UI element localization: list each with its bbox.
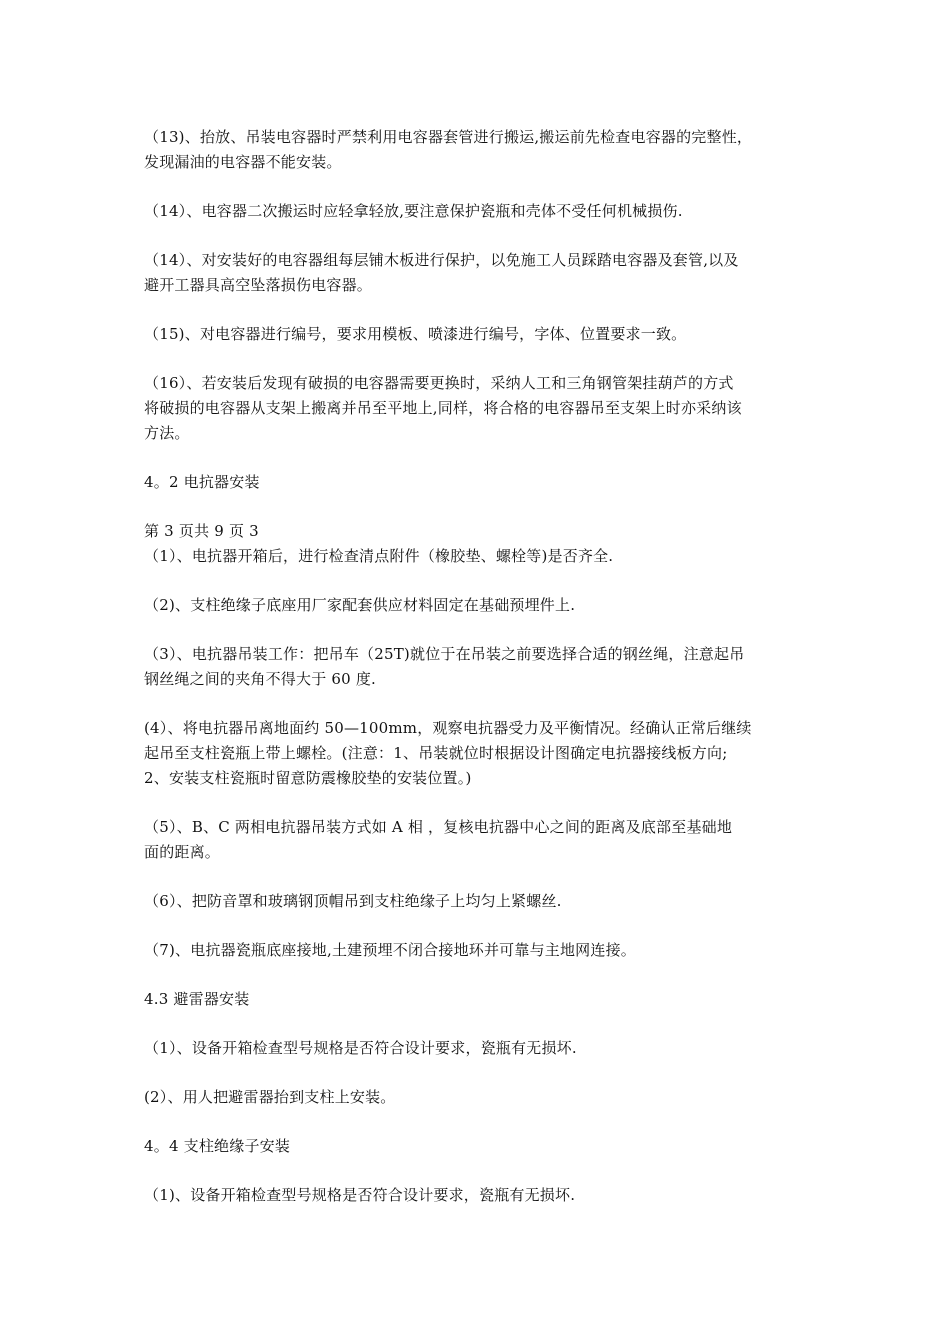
paragraph-16-line-1: （16）、若安装后发现有破损的电容器需要更换时，采纳人工和三角钢管架挂葫芦的方式 xyxy=(144,374,734,392)
paragraph-15-line-1: （15)、对电容器进行编号，要求用模板、喷漆进行编号，字体、位置要求一致。 xyxy=(144,325,687,343)
section-heading-4-3: 4.3 避雷器安装 xyxy=(144,990,250,1008)
reactor-step-6: （6）、把防音罩和玻璃钢顶帽吊到支柱绝缘子上均匀上紧螺丝. xyxy=(144,892,562,910)
reactor-step-5-line-2: 面的距离。 xyxy=(144,843,221,861)
reactor-step-2: （2)、支柱绝缘子底座用厂家配套供应材料固定在基础预埋件上. xyxy=(144,596,576,614)
paragraph-16-line-2: 将破损的电容器从支架上搬离并吊至平地上,同样，将合格的电容器吊至支架上时亦采纳该 xyxy=(144,399,742,417)
reactor-step-1: （1）、电抗器开箱后，进行检查清点附件（橡胶垫、螺栓等)是否齐全. xyxy=(144,547,614,565)
paragraph-14b-line-1: （14）、对安装好的电容器组每层铺木板进行保护，以免施工人员踩踏电容器及套管,以及 xyxy=(144,251,739,269)
paragraph-13-line-2: 发现漏油的电容器不能安装。 xyxy=(144,153,342,171)
reactor-step-7: （7)、电抗器瓷瓶底座接地,土建预埋不闭合接地环并可靠与主地网连接。 xyxy=(144,941,636,959)
reactor-step-4-line-2: 起吊至支柱瓷瓶上带上螺栓。(注意：1、吊装就位时根据设计图确定电抗器接线板方向; xyxy=(144,744,728,762)
page-number-note: 第 3 页共 9 页 3 xyxy=(144,522,259,540)
reactor-step-3-line-1: （3）、电抗器吊装工作：把吊车（25T)就位于在吊装之前要选择合适的钢丝绳，注意起吊 xyxy=(144,645,745,663)
arrester-step-1: （1）、设备开箱检查型号规格是否符合设计要求，瓷瓶有无损坏. xyxy=(144,1039,577,1057)
paragraph-13-line-1: （13)、抬放、吊装电容器时严禁利用电容器套管进行搬运,搬运前先检查电容器的完整性， xyxy=(144,128,753,146)
section-heading-4-4: 4。4 支柱绝缘子安装 xyxy=(144,1137,291,1155)
insulator-step-1: （1)、设备开箱检查型号规格是否符合设计要求，瓷瓶有无损坏. xyxy=(144,1186,576,1204)
reactor-step-4-line-1: (4）、将电抗器吊离地面约 50—100mm，观察电抗器受力及平衡情况。经确认正常后继续 xyxy=(144,719,752,737)
paragraph-14a-line-1: （14）、电容器二次搬运时应轻拿轻放,要注意保护瓷瓶和壳体不受任何机械损伤. xyxy=(144,202,683,220)
paragraph-14b-line-2: 避开工器具高空坠落损伤电容器。 xyxy=(144,276,373,294)
section-heading-4-2: 4。2 电抗器安装 xyxy=(144,473,260,491)
reactor-step-4-line-3: 2、安装支柱瓷瓶时留意防震橡胶垫的安装位置。) xyxy=(144,769,472,787)
reactor-step-5-line-1: （5）、B、C 两相电抗器吊装方式如 A 相 ，复核电抗器中心之间的距离及底部至基础地 xyxy=(144,818,733,836)
paragraph-16-line-3: 方法。 xyxy=(144,424,190,442)
reactor-step-3-line-2: 钢丝绳之间的夹角不得大于 60 度. xyxy=(144,670,376,688)
arrester-step-2: (2）、用人把避雷器抬到支柱上安装。 xyxy=(144,1088,396,1106)
